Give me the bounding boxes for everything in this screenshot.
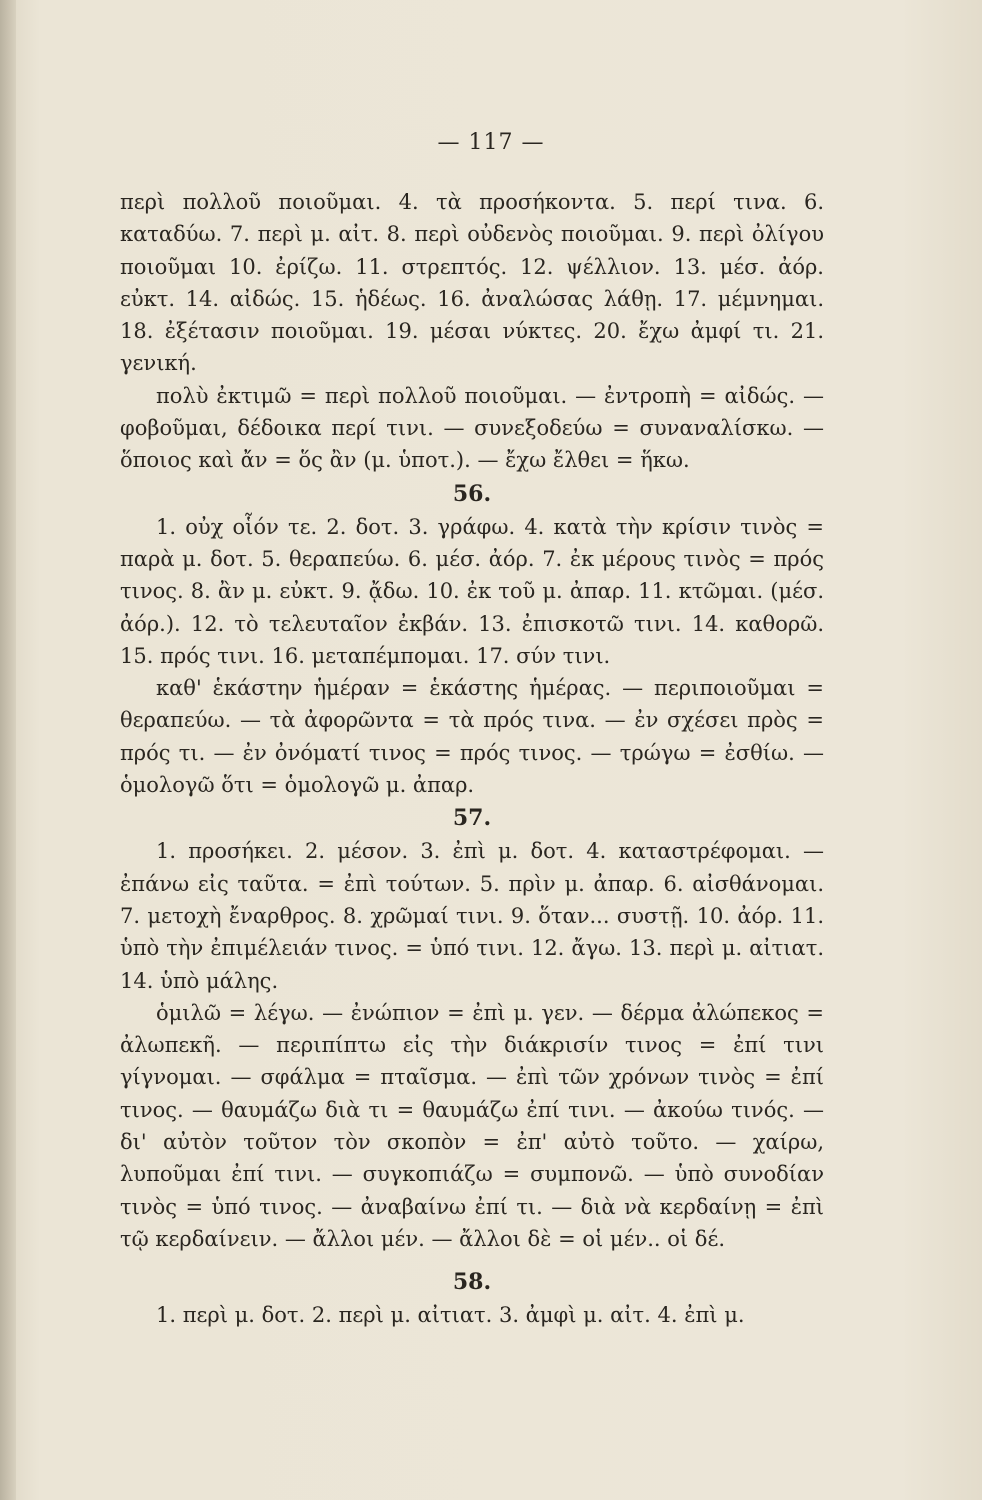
section-number: 58. (452, 1269, 492, 1296)
paragraph: καθ' ἑκάστην ἡμέραν = ἑκάστης ἡμέρας. — περιποιοῦμαι = θεραπεύω. — τὰ ἀφορῶντα = τὰ πρός τινα. — ἐν σχέσει πρὸς = πρός τι. — ἐν ὀνόματί τινος = πρός τινος. — τρώγω = ἐσθίω. — ὁμολογῶ ὅτι = ὁμολογῶ μ. ἀπαρ. (120, 676, 824, 798)
spacer (120, 1255, 824, 1265)
body-text (120, 186, 824, 1332)
paragraph: 1. περὶ μ. δοτ. 2. περὶ μ. αἰτιατ. 3. ἀμφὶ μ. αἰτ. 4. ἐπὶ μ. (156, 1303, 745, 1328)
section-number: 56. (452, 480, 492, 507)
section-number: 57. (452, 805, 492, 832)
page-number: — 117 — (437, 130, 545, 155)
page-binding-edge (0, 0, 16, 1500)
paragraph: 1. προσήκει. 2. μέσον. 3. ἐπὶ μ. δοτ. 4. καταστρέφομαι. — ἐπάνω εἰς ταῦτα. = ἐπὶ τούτων. 5. πρὶν μ. ἀπαρ. 6. αἰσθάνομαι. 7. μετοχὴ ἔναρθρος. 8. χρῶμαί τινι. 9. ὅταν... συστῇ. 10. ἀόρ. 11. ὑπὸ τὴν ἐπιμέλειάν τινος. = ὑπό τινι. 12. ἄγω. 13. περὶ μ. αἰτιατ. 14. ὑπὸ μάλης. (120, 839, 824, 993)
paragraph: ὁμιλῶ = λέγω. — ἐνώπιον = ἐπὶ μ. γεν. — δέρμα ἀλώπεκος = ἀλωπεκῆ. — περιπίπτω εἰς τὴν διάκρισίν τινος = ἐπί τινι γίγνομαι. — σφάλμα = πταῖσμα. — ἐπὶ τῶν χρόνων τινὸς = ἐπί τινος. — θαυμάζω διὰ τι = θαυμάζω ἐπί τινι. — ἀκούω τινός. — δι' αὐτὸν τοῦτον τὸν σκοπὸν = ἐπ' αὐτὸ τοῦτο. — χαίρω, λυποῦμαι ἐπί τινι. — συγκοπιάζω = συμπονῶ. — ὑπὸ συνοδίαν τινὸς = ὑπό τινος. — ἀναβαίνω ἐπί τι. — διὰ νὰ κερδαίνῃ = ἐπὶ τῷ κερδαίνειν. — ἄλλοι μέν. — ἄλλοι δὲ = οἱ μέν.. οἱ δέ. (120, 1000, 824, 1251)
paragraph: 1. οὐχ οἷόν τε. 2. δοτ. 3. γράφω. 4. κατὰ τὴν κρίσιν τινὸς = παρὰ μ. δοτ. 5. θεραπεύω. 6. μέσ. ἀόρ. 7. ἐκ μέρους τινὸς = πρός τινος. 8. ἂν μ. εὐκτ. 9. ᾄδω. 10. ἐκ τοῦ μ. ἀπαρ. 11. κτῶμαι. (μέσ. ἀόρ.). 12. τὸ τελευταῖον ἐκβάν. 13. ἐπισκοτῶ τινι. 14. καθορῶ. 15. πρός τινι. 16. μεταπέμπομαι. 17. σύν τινι. (120, 514, 824, 668)
paragraph: πολὺ ἐκτιμῶ = περὶ πολλοῦ ποιοῦμαι. — ἐντροπὴ = αἰδώς. — φοβοῦμαι, δέδοικα περί τινι. — συνεξοδεύω = συναναλίσκω. — ὅποιος καὶ ἄν = ὅς ἂν (μ. ὑποτ.). — ἔχω ἔλθει = ἥκω. (120, 383, 824, 473)
paragraph: περὶ πολλοῦ ποιοῦμαι. 4. τὰ προσήκοντα. 5. περί τινα. 6. καταδύω. 7. περὶ μ. αἰτ. 8. περὶ οὐδενὸς ποιοῦμαι. 9. περὶ ὀλίγου ποιοῦμαι 10. ἐρίζω. 11. στρεπτός. 12. ψέλλιον. 13. μέσ. ἀόρ. εὐκτ. 14. αἰδώς. 15. ἡδέως. 16. ἀναλώσας λάθῃ. 17. μέμνημαι. 18. ἐξέτασιν ποιοῦμαι. 19. μέσαι νύκτες. 20. ἔχω ἀμφί τι. 21. γενική. (120, 190, 824, 376)
